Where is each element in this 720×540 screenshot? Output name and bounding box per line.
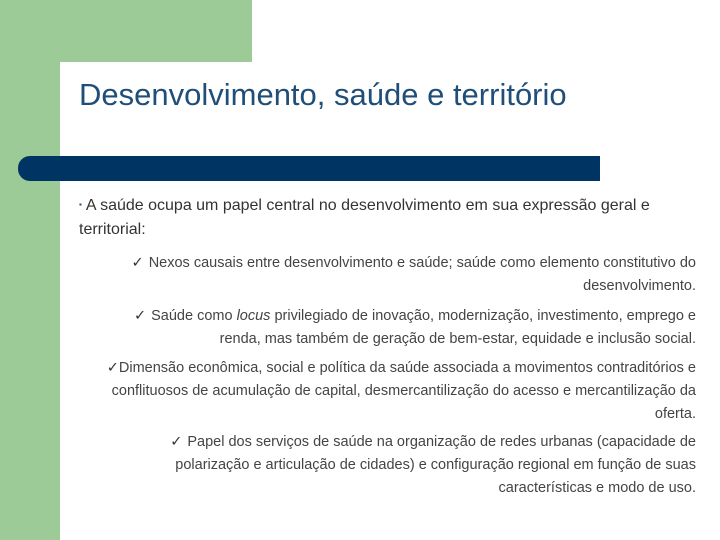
lead-text: A saúde ocupa um papel central no desenvolvimento em sua expressão geral e territorial: bbox=[79, 197, 650, 238]
lead-paragraph bbox=[79, 193, 689, 242]
item-text-italic: locus bbox=[236, 308, 271, 324]
slide-title: Desenvolvimento, saúde e território bbox=[79, 77, 567, 112]
list-item-locus bbox=[96, 305, 696, 351]
checkmark-icon: ✓ bbox=[133, 308, 147, 324]
checkmark-icon: ✓ bbox=[170, 434, 183, 450]
top-green-block bbox=[0, 0, 252, 62]
list-item-dimensao bbox=[76, 357, 696, 426]
list-item-servicos bbox=[111, 431, 696, 500]
item-text-after: privilegiado de inovação, modernização, investimento, emprego e renda, mas também de geração de bem-estar, equidade e inclusão social. bbox=[219, 308, 696, 347]
checkmark-icon: ✓ bbox=[106, 360, 119, 376]
item-text: Papel dos serviços de saúde na organização de redes urbanas (capacidade de polarização e articulação de cidades) e configuração regional em função de suas características e modo de uso. bbox=[175, 434, 696, 496]
item-text-before: Saúde como bbox=[151, 308, 237, 324]
title-underline-bar bbox=[18, 156, 600, 181]
item-text: Dimensão econômica, social e política da saúde associada a movimentos contraditórios e conflituosos de acumulação de capital, desmercantilização do acesso e mercantilização da oferta. bbox=[111, 360, 696, 422]
checkmark-icon: ✓ bbox=[131, 255, 144, 271]
item-text: Nexos causais entre desenvolvimento e saúde; saúde como elemento constitutivo do desenvolvimento. bbox=[148, 255, 696, 294]
list-item-nexos bbox=[96, 252, 696, 298]
square-bullet-icon: ▪ bbox=[79, 200, 82, 209]
left-green-band bbox=[0, 0, 60, 540]
